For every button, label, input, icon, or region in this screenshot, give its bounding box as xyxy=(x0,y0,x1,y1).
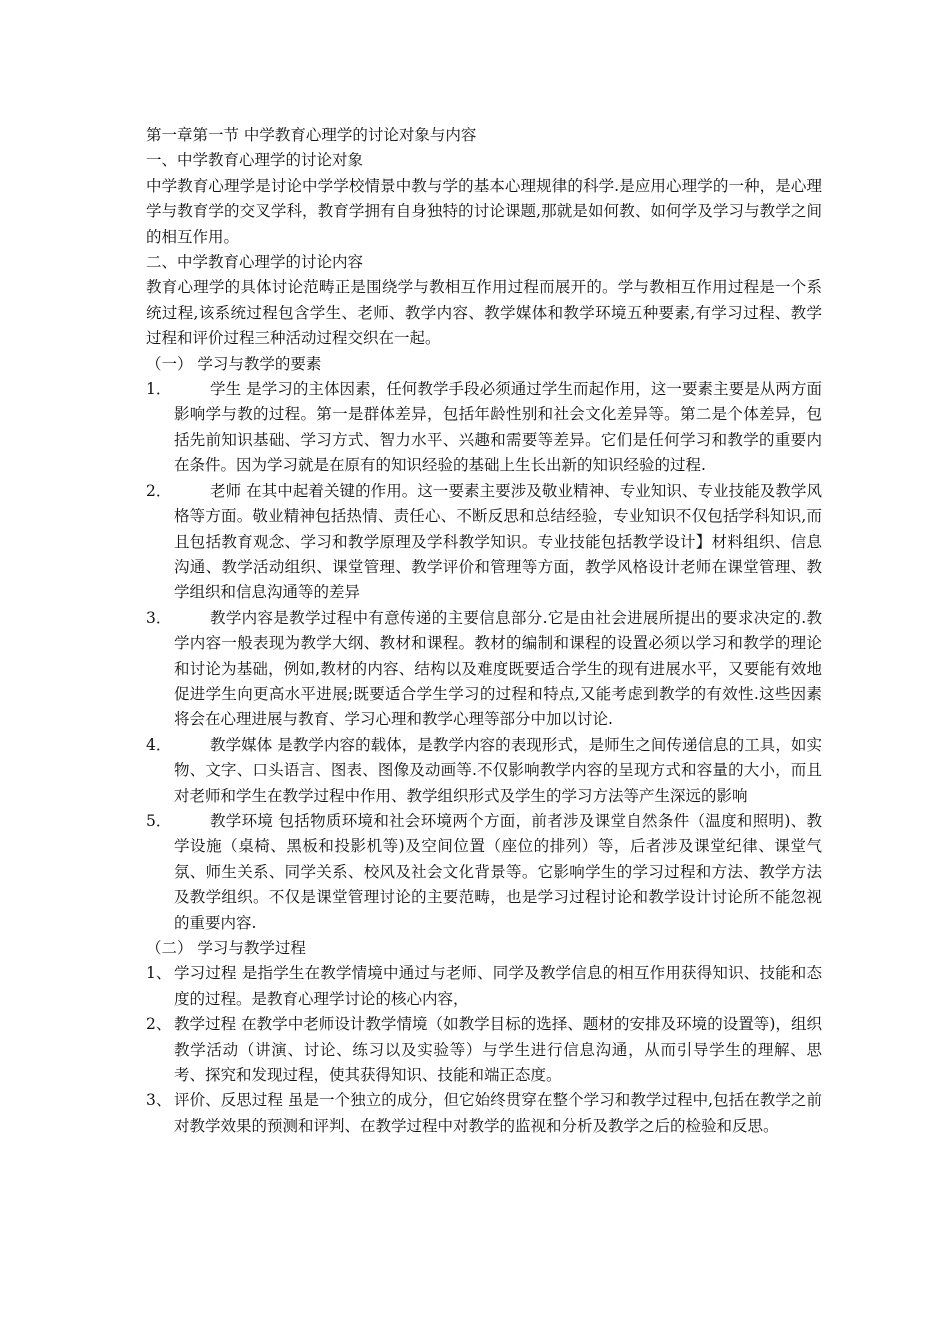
item-text: 教学媒体 是教学内容的载体，是教学内容的表现形式，是师生之间传递信息的工具，如实物、文字、口头语言、图表、图像及动画等.不仅影响教学内容的呈现方式和容量的大小，而且对老师和学生在教学过程中作用、教学组织形式及学生的学习方法等产生深远的影响 xyxy=(174,735,822,805)
item-text: 评价、反思过程 虽是一个独立的成分，但它始终贯穿在整个学习和教学过程中,包括在教学之前对教学效果的预测和评判、在教学过程中对教学的监视和分析及教学之后的检验和反思。 xyxy=(174,1091,822,1135)
list-item xyxy=(146,479,822,606)
section1-heading: 一、中学教育心理学的讨论对象 xyxy=(146,151,364,170)
item-number: 4． xyxy=(146,735,172,754)
item-number: 1． xyxy=(146,380,172,399)
item-text: 教学过程 在教学中老师设计教学情境（如教学目标的选择、题材的安排及环境的设置等)，组织教学活动（讲演、讨论、练习以及实验等）与学生进行信息沟通，从而引导学生的理解、思考、探究和发现过程，使其获得知识、技能和端正态度。 xyxy=(174,1015,822,1085)
item-text: 教学内容是教学过程中有意传递的主要信息部分.它是由社会进展所提出的要求决定的.教学内容一般表现为教学大纲、教材和课程。教材的编制和课程的设置必须以学习和教学的理论和讨论为基础，例如,教材的内容、结构以及难度既要适合学生的现有进展水平，又要能有效地促进学生向更高水平进展;既要适合学生学习的过程和特点,又能考虑到教学的有效性.这些因素将会在心理进展与教育、学习心理和教学心理等部分中加以讨论. xyxy=(174,608,822,729)
list-item xyxy=(146,809,822,936)
list-item xyxy=(146,733,822,809)
item-number: 3． xyxy=(146,608,172,627)
item-number: 3、 xyxy=(146,1091,172,1110)
item-text: 老师 在其中起着关键的作用。这一要素主要涉及敬业精神、专业知识、专业技能及教学风格等方面。敬业精神包括热情、责任心、不断反思和总结经验，专业知识不仅包括学科知识,而且包括教育观念、学习和教学原理及学科教学知识。专业技能包括教学设计】材料组织、信息沟通、教学活动组织、课堂管理、教学评价和管理等方面，教学风格设计老师在课堂管理、教学组织和信息沟通等的差异 xyxy=(174,481,822,602)
chapter-title: 第一章第一节 中学教育心理学的讨论对象与内容 xyxy=(146,126,477,144)
list-item xyxy=(146,1088,822,1139)
item-number: 2． xyxy=(146,481,172,500)
list-item xyxy=(146,606,822,733)
item-text: 学生 是学习的主体因素，任何教学手段必须通过学生而起作用，这一要素主要是从两方面影响学与教的过程。第一是群体差异，包括年龄性别和社会文化差异等。第二是个体差异，包括先前知识基础、学习方式、智力水平、兴趣和需要等差异。它们是任何学习和教学的重要内在条件。因为学习就是在原有的知识经验的基础上生长出新的知识经验的过程. xyxy=(174,380,822,475)
item-number: 2、 xyxy=(146,1015,172,1034)
list-item xyxy=(146,377,822,479)
part1-heading: （一） 学习与教学的要素 xyxy=(146,354,322,373)
list-item xyxy=(146,961,822,1012)
document-page xyxy=(146,123,822,1139)
part2-heading: （二） 学习与教学过程 xyxy=(146,939,306,957)
section2-heading: 二、中学教育心理学的讨论内容 xyxy=(146,253,364,272)
item-number: 5． xyxy=(146,811,172,830)
section1-paragraph: 中学教育心理学是讨论中学学校情景中教与学的基本心理规律的科学.是应用心理学的一种，是心理学与教育学的交叉学科，教育学拥有自身独特的讨论课题,那就是如何教、如何学及学习与教学之间的相互作用。 xyxy=(146,176,822,246)
item-text: 学习过程 是指学生在教学情境中通过与老师、同学及教学信息的相互作用获得知识、技能和态度的过程。是教育心理学讨论的核心内容， xyxy=(174,964,822,1008)
list-item xyxy=(146,1012,822,1088)
section2-paragraph: 教育心理学的具体讨论范畴正是围绕学与教相互作用过程而展开的。学与教相互作用过程是一个系统过程,该系统过程包含学生、老师、教学内容、教学媒体和教学环境五种要素,有学习过程、教学过程和评价过程三种活动过程交织在一起。 xyxy=(146,278,822,348)
item-text: 教学环境 包括物质环境和社会环境两个方面，前者涉及课堂自然条件（温度和照明)、教学设施（桌椅、黑板和投影机等)及空间位置（座位的排列）等，后者涉及课堂纪律、课堂气氛、师生关系、同学关系、校风及社会文化背景等。它影响学生的学习过程和方法、教学方法及教学组织。不仅是课堂管理讨论的主要范畴，也是学习过程讨论和教学设计讨论所不能忽视的重要内容. xyxy=(174,811,822,932)
item-number: 1、 xyxy=(146,964,172,983)
